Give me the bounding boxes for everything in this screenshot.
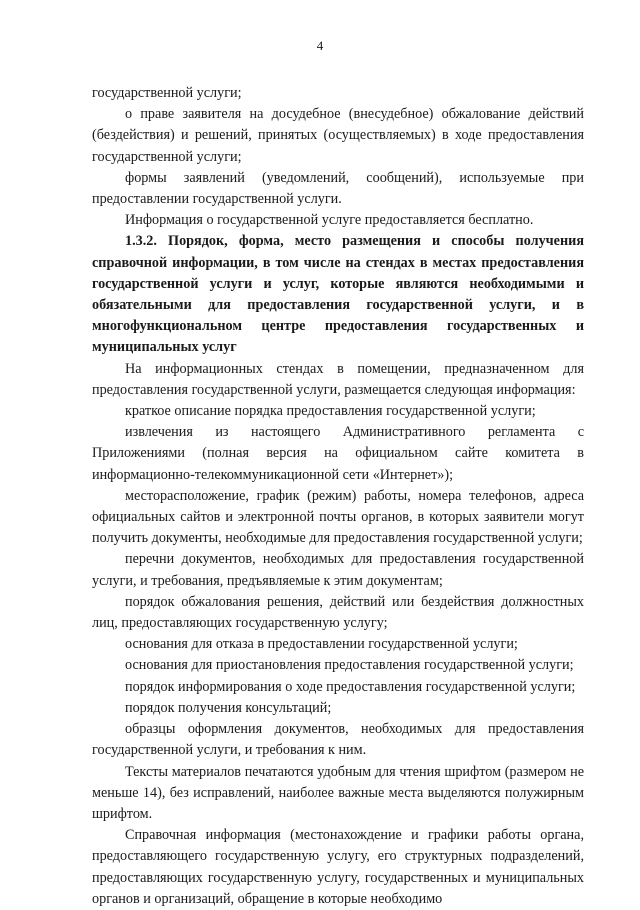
paragraph: извлечения из настоящего Административного регламента с Приложениями (полная версия на официальном сайте комитета в информационно-телекоммуникационной сети «Интернет»); xyxy=(92,424,584,483)
paragraph: месторасположение, график (режим) работы, номера телефонов, адреса официальных сайтов и электронной почты органов, в которых заявители могут получить документы, необходимые для предоставления государственной услуги; xyxy=(92,487,584,547)
paragraph: образцы оформления документов, необходимых для предоставления государственной услуги, и требования к ним. xyxy=(92,721,584,759)
paragraph: Справочная информация (местонахождение и графики работы органа, предоставляющего государственную услугу, его структурных подразделений, предоставляющих государственную услугу, государственных и муниципальных органов и организаций, обращение в которые необходимо xyxy=(92,827,584,907)
paragraph: порядок обжалования решения, действий или бездействия должностных лиц, предоставляющих государственную услугу; xyxy=(92,593,584,632)
paragraph: Информация о государственной услуге предоставляется бесплатно. xyxy=(125,212,534,229)
document-body xyxy=(92,83,584,910)
paragraph: государственной услуги; xyxy=(92,85,242,101)
paragraph: порядок информирования о ходе предоставления государственной услуги; xyxy=(125,678,576,695)
paragraph: Тексты материалов печатаются удобным для чтения шрифтом (размером не меньше 14), без исправлений, наиболее важные места выделяются полужирным шрифтом. xyxy=(92,763,584,822)
paragraph: формы заявлений (уведомлений, сообщений), используемые при предоставлении государственной услуги. xyxy=(92,169,584,208)
paragraph: основания для отказа в предоставлении государственной услуги; xyxy=(125,636,518,653)
paragraph: На информационных стендах в помещении, предназначенном для предоставления государственной услуги, размещается следующая информация: xyxy=(92,360,584,398)
section-heading: 1.3.2. Порядок, форма, место размещения и способы получения справочной информации, в том числе на стендах в местах предоставления государственной услуги и услуг, которые являются необходимыми и обязательными для предоставления государственной услуги, и в многофункциональном центре предоставления государственных и муниципальных услуг xyxy=(92,233,584,356)
paragraph: о праве заявителя на досудебное (внесудебное) обжалование действий (бездействия) и решений, принятых (осуществляемых) в ходе предоставления государственной услуги; xyxy=(92,106,584,165)
paragraph: перечни документов, необходимых для предоставления государственной услуги, и требования, предъявляемые к этим документам; xyxy=(92,551,584,589)
page-number: 4 xyxy=(316,38,324,53)
paragraph: порядок получения консультаций; xyxy=(125,699,332,716)
paragraph: основания для приостановления предоставления государственной услуги; xyxy=(125,657,574,674)
paragraph: краткое описание порядка предоставления государственной услуги; xyxy=(125,403,536,420)
